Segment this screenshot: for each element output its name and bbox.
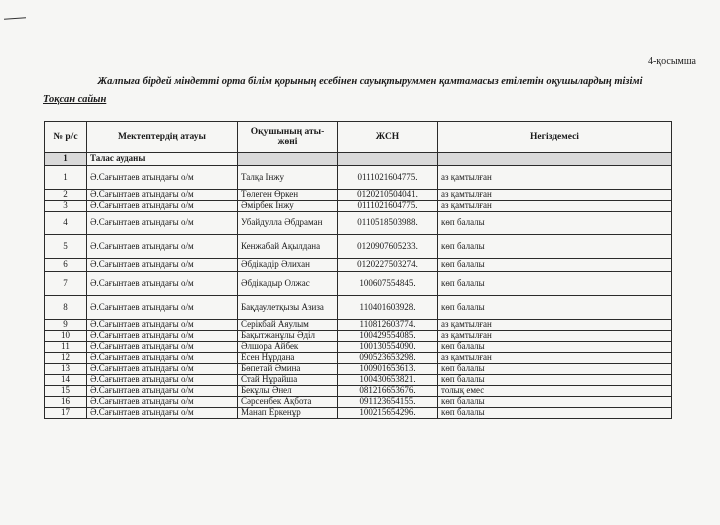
row-student: Бекұлы Әнел (238, 386, 338, 397)
row-student: Сәрсенбек Ақбота (238, 397, 338, 408)
row-num: 11 (45, 342, 87, 353)
header-jsn: ЖСН (338, 122, 438, 153)
row-basis: көп балалы (438, 212, 672, 235)
document-title: Жалпыға бірдей міндетті орта білім қорының есебінен сауықтыруммен қамтамасыз етілетін оқушылардың тізімі (97, 76, 643, 87)
row-num: 13 (45, 364, 87, 375)
row-school: Ә.Сағынтаев атындағы о/м (87, 397, 238, 408)
row-jsn: 100215654296. (338, 408, 438, 419)
row-student: Әбдікадір Әлихан (238, 259, 338, 272)
row-student: Бөпетай Әмина (238, 364, 338, 375)
row-jsn: 0120227503274. (338, 259, 438, 272)
header-basis: Негіздемесі (438, 122, 672, 153)
period-label: Тоқсан сайын (43, 94, 107, 105)
scan-edge-mark (4, 17, 26, 20)
row-num: 16 (45, 397, 87, 408)
table-row (45, 331, 672, 342)
row-school: Ә.Сағынтаев атындағы о/м (87, 201, 238, 212)
table-row (45, 375, 672, 386)
district-cell-empty (438, 153, 672, 166)
row-basis: көп балалы (438, 296, 672, 320)
row-num: 14 (45, 375, 87, 386)
row-basis: көп балалы (438, 364, 672, 375)
table-row (45, 408, 672, 419)
table-row (45, 235, 672, 259)
row-basis: аз қамтылған (438, 331, 672, 342)
row-jsn: 0111021604775. (338, 166, 438, 190)
row-student: Әмірбек Інжу (238, 201, 338, 212)
row-student: Есен Нұрдана (238, 353, 338, 364)
row-school: Ә.Сағынтаев атындағы о/м (87, 166, 238, 190)
table-row (45, 166, 672, 190)
row-jsn: 110401603928. (338, 296, 438, 320)
header-num: № р/с (45, 122, 87, 153)
row-school: Ә.Сағынтаев атындағы о/м (87, 235, 238, 259)
header-school: Мектептердің атауы (87, 122, 238, 153)
row-basis: көп балалы (438, 375, 672, 386)
row-num: 17 (45, 408, 87, 419)
row-jsn: 100429554085. (338, 331, 438, 342)
row-jsn: 110812603774. (338, 320, 438, 331)
row-num: 5 (45, 235, 87, 259)
table-row (45, 386, 672, 397)
table-row (45, 397, 672, 408)
row-school: Ә.Сағынтаев атындағы о/м (87, 364, 238, 375)
row-num: 4 (45, 212, 87, 235)
row-student: Стай Нұрайша (238, 375, 338, 386)
table-row (45, 190, 672, 201)
row-school: Ә.Сағынтаев атындағы о/м (87, 296, 238, 320)
row-school: Ә.Сағынтаев атындағы о/м (87, 342, 238, 353)
row-num: 1 (45, 166, 87, 190)
row-school: Ә.Сағынтаев атындағы о/м (87, 272, 238, 296)
table-header-row (45, 122, 672, 153)
row-student: Бақытжанұлы Әділ (238, 331, 338, 342)
table-row (45, 342, 672, 353)
table-row (45, 353, 672, 364)
row-student: Манап Еркенұр (238, 408, 338, 419)
row-num: 9 (45, 320, 87, 331)
row-school: Ә.Сағынтаев атындағы о/м (87, 190, 238, 201)
table-row (45, 272, 672, 296)
row-student: Убайдулла Әбдраман (238, 212, 338, 235)
row-jsn: 081216653676. (338, 386, 438, 397)
row-school: Ә.Сағынтаев атындағы о/м (87, 408, 238, 419)
district-num: 1 (45, 153, 87, 166)
row-num: 7 (45, 272, 87, 296)
district-name: Талас ауданы (87, 153, 238, 166)
row-num: 15 (45, 386, 87, 397)
row-basis: көп балалы (438, 408, 672, 419)
row-basis: аз қамтылған (438, 320, 672, 331)
row-school: Ә.Сағынтаев атындағы о/м (87, 320, 238, 331)
row-jsn: 0120210504041. (338, 190, 438, 201)
row-school: Ә.Сағынтаев атындағы о/м (87, 375, 238, 386)
table-body (45, 153, 672, 419)
row-jsn: 100430653821. (338, 375, 438, 386)
row-num: 12 (45, 353, 87, 364)
row-school: Ә.Сағынтаев атындағы о/м (87, 353, 238, 364)
row-school: Ә.Сағынтаев атындағы о/м (87, 386, 238, 397)
table-row (45, 201, 672, 212)
row-basis: көп балалы (438, 259, 672, 272)
row-num: 6 (45, 259, 87, 272)
row-jsn: 090523653298. (338, 353, 438, 364)
students-table (44, 121, 672, 419)
row-basis: көп балалы (438, 272, 672, 296)
row-jsn: 100607554845. (338, 272, 438, 296)
row-student: Кенжабай Ақылдана (238, 235, 338, 259)
table-row (45, 320, 672, 331)
row-student: Әлшора Айбек (238, 342, 338, 353)
table-row (45, 212, 672, 235)
row-school: Ә.Сағынтаев атындағы о/м (87, 212, 238, 235)
district-row (45, 153, 672, 166)
row-num: 8 (45, 296, 87, 320)
row-num: 3 (45, 201, 87, 212)
row-basis: көп балалы (438, 235, 672, 259)
row-student: Бақдаулетқызы Азиза (238, 296, 338, 320)
row-jsn: 100901653613. (338, 364, 438, 375)
row-jsn: 0111021604775. (338, 201, 438, 212)
row-jsn: 0120907605233. (338, 235, 438, 259)
row-basis: толық емес (438, 386, 672, 397)
header-student: Оқушының аты-жөні (238, 122, 338, 153)
row-jsn: 100130554090. (338, 342, 438, 353)
row-jsn: 0110518503988. (338, 212, 438, 235)
district-cell-empty (338, 153, 438, 166)
district-cell-empty (238, 153, 338, 166)
table-row (45, 296, 672, 320)
appendix-label: 4-қосымша (647, 56, 696, 67)
row-basis: аз қамтылған (438, 190, 672, 201)
row-basis: көп балалы (438, 342, 672, 353)
table-row (45, 364, 672, 375)
row-student: Әбдікадыр Олжас (238, 272, 338, 296)
row-basis: аз қамтылған (438, 353, 672, 364)
row-student: Серікбай Аяулым (238, 320, 338, 331)
row-jsn: 091123654155. (338, 397, 438, 408)
row-basis: аз қамтылған (438, 201, 672, 212)
row-school: Ә.Сағынтаев атындағы о/м (87, 259, 238, 272)
row-num: 2 (45, 190, 87, 201)
row-basis: көп балалы (438, 397, 672, 408)
row-num: 10 (45, 331, 87, 342)
row-school: Ә.Сағынтаев атындағы о/м (87, 331, 238, 342)
row-student: Төлеген Өркен (238, 190, 338, 201)
row-student: Талқа Інжу (238, 166, 338, 190)
table-row (45, 259, 672, 272)
row-basis: аз қамтылған (438, 166, 672, 190)
